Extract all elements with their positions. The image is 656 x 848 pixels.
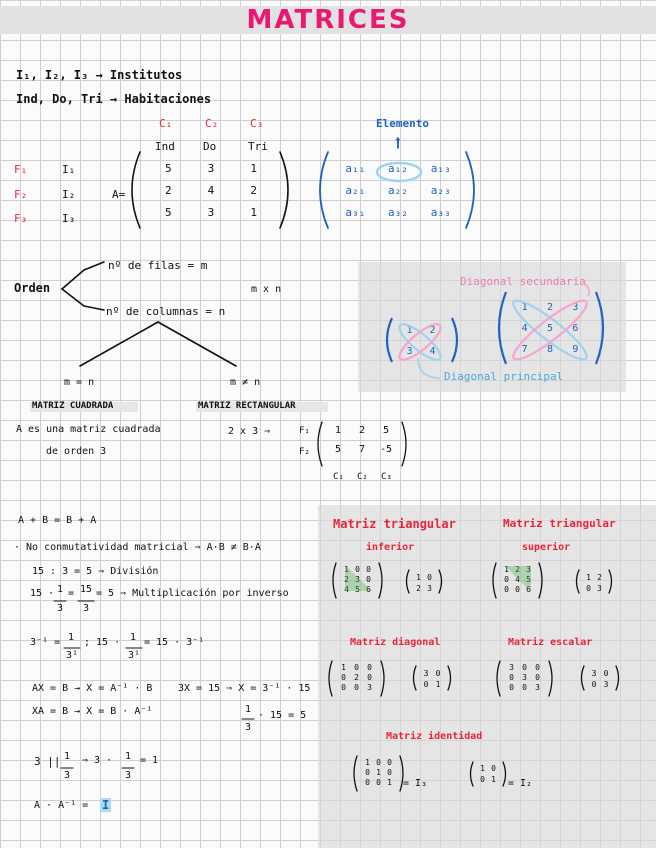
- col-head-3: C₃: [250, 117, 264, 130]
- element-cell: a₁₂: [388, 162, 408, 175]
- type-cell: 3: [597, 584, 602, 593]
- type-cell: 1: [376, 768, 381, 777]
- type-cell: 1: [387, 778, 392, 787]
- matrix-cell: 5: [165, 162, 172, 175]
- ejemplo-cuadrada-1: A es una matriz cuadrada: [16, 424, 161, 435]
- paren: [493, 563, 496, 598]
- type-cell: 1: [435, 680, 441, 689]
- type-cell: 0: [535, 673, 540, 682]
- element-label: Elemento: [376, 117, 429, 130]
- type-cell: 3: [603, 680, 609, 689]
- type-cell: 1: [416, 573, 421, 582]
- type-cell: 1: [480, 764, 485, 773]
- prop-inverso-a: 15 ·: [30, 588, 55, 599]
- type-cell: 4: [515, 575, 520, 584]
- paren: [471, 762, 474, 786]
- prop-identity-i: I: [102, 798, 110, 812]
- prop-ax: AX = B → X = A⁻¹ · B: [32, 683, 153, 694]
- prop-recip-mid: ⇒ 3 ·: [82, 755, 113, 766]
- element-cell: a₁₁: [345, 162, 366, 175]
- type-cell: 0: [354, 683, 359, 692]
- type-cell: 0: [366, 565, 371, 574]
- paren: [609, 570, 612, 593]
- element-cell: a₂₁: [345, 184, 366, 197]
- type-cell: 1: [586, 573, 591, 582]
- rect-cell: 5: [382, 425, 390, 436]
- type-cell: 0: [387, 758, 392, 767]
- type-cell: 0: [522, 663, 527, 672]
- diag2-secundaria-loop: [395, 319, 445, 365]
- prop-inverso-rest: = 5 ⇒ Multiplicación por inverso: [96, 588, 289, 599]
- paren: [577, 570, 580, 593]
- type-cell: 0: [509, 683, 514, 692]
- rect-paren-left: [318, 422, 322, 466]
- type-cell: 0: [365, 768, 370, 777]
- orden-label: Orden: [14, 281, 51, 295]
- type-cell: 5: [526, 575, 531, 584]
- diagonal-secundaria-label: Diagonal secundaria: [460, 275, 586, 288]
- paren: [333, 563, 336, 598]
- paren-right: [280, 152, 288, 228]
- def-institutos: I₁, I₂, I₃ → Institutos: [16, 68, 183, 82]
- prop-frac-den: 3: [245, 722, 252, 733]
- paren: [497, 661, 500, 696]
- element-cell: a₁₃: [430, 162, 451, 175]
- matrix-cell: 3: [207, 206, 215, 219]
- type-cell: 1: [344, 565, 349, 574]
- type-cell: 2: [416, 584, 421, 593]
- tree-right: [158, 322, 236, 366]
- row-head-2: F₂: [14, 188, 28, 201]
- type-cell: 0: [480, 775, 485, 784]
- prop-inverso-num2: 15: [80, 584, 93, 595]
- rect-cell: 5: [334, 444, 342, 455]
- type-cell: 0: [504, 575, 509, 584]
- def-habitaciones: Ind, Do, Tri → Habitaciones: [16, 92, 212, 106]
- ejemplo-cuadrada-2: de orden 3: [46, 446, 107, 457]
- rect-cell: 7: [358, 444, 366, 455]
- tri-sup-highlight: [505, 566, 531, 592]
- prop-pow-den: 3¹: [66, 650, 79, 661]
- prop-pow-a: 3⁻¹ =: [30, 637, 61, 648]
- row-head-3: F₃: [14, 212, 28, 225]
- type-cell: 0: [586, 584, 591, 593]
- type-cell: 0: [515, 585, 520, 594]
- diag3-paren-right: [596, 292, 603, 364]
- prop-recip-den: 3: [64, 770, 71, 781]
- type-cell: 3: [535, 683, 540, 692]
- prop-pow-num2: 1: [130, 632, 137, 643]
- prop-inverso-den: 3: [57, 603, 64, 614]
- diag2-paren-right: [452, 318, 457, 362]
- diag2-cell: 2: [429, 325, 436, 336]
- paren: [448, 666, 451, 690]
- type-cell: 0: [435, 669, 441, 678]
- diag3-principal-loop: [508, 294, 593, 366]
- rect-dim: 2 x 3 ⇒: [228, 426, 271, 437]
- paren: [582, 666, 585, 690]
- type-cell: 0: [367, 673, 372, 682]
- matriz-rectangular-label: MATRIZ RECTANGULAR: [198, 401, 296, 411]
- prop-recip-den2: 3: [125, 770, 132, 781]
- prop-recip-num2: 1: [125, 751, 132, 762]
- tri-sup-title-2: superior: [522, 542, 571, 553]
- col-name-2: Do: [203, 140, 217, 153]
- matrix-cell: 1: [250, 206, 257, 219]
- prop-recip-a: 3 ||: [34, 755, 61, 768]
- diag3-paren-left: [499, 292, 506, 364]
- paren: [400, 756, 403, 791]
- type-cell: 0: [427, 573, 432, 582]
- type-cell: 3: [522, 673, 527, 682]
- prop-identity: A · A⁻¹ =: [34, 800, 89, 811]
- prop-frac-rest: · 15 = 5: [258, 710, 307, 721]
- type-cell: 2: [515, 565, 520, 574]
- matrix-cell: 1: [250, 162, 257, 175]
- diag3-cell: 5: [546, 323, 553, 334]
- type-cell: 3: [591, 669, 597, 678]
- page-title: MATRICES: [246, 5, 410, 35]
- type-cell: 4: [344, 585, 349, 594]
- secundaria-pointer: [583, 283, 589, 296]
- type-cell: 0: [423, 680, 429, 689]
- tri-inf-title-1: Matriz triangular: [333, 517, 456, 531]
- type-cell: 0: [522, 683, 527, 692]
- type-cell: 3: [427, 584, 432, 593]
- paren: [381, 661, 384, 696]
- row-name-2: I₂: [62, 188, 76, 201]
- prop-no-conmutativa: · No conmutatividad matricial ⇒ A·B ≠ B·A: [14, 542, 261, 553]
- element-highlight: [377, 163, 421, 181]
- prop-conmutativa: A + B = B + A: [18, 515, 97, 526]
- type-cell: 1: [341, 663, 346, 672]
- m-neq-n: m ≠ n: [230, 377, 261, 388]
- row-name-3: I₃: [62, 212, 76, 225]
- type-cell: 0: [341, 673, 346, 682]
- matrix-cell: 3: [207, 162, 215, 175]
- orden-filas: nº de filas = m: [108, 259, 208, 272]
- paren: [539, 563, 542, 598]
- type-cell: 1: [504, 565, 509, 574]
- matrix-cell: 5: [165, 206, 172, 219]
- prop-inverso-den2: 3: [83, 603, 90, 614]
- type-cell: 3: [355, 575, 360, 584]
- paren: [616, 666, 619, 690]
- orden-columnas: nº de columnas = n: [106, 305, 226, 318]
- diag3-cell: 3: [572, 302, 579, 313]
- prop-recip-rest: = 1: [140, 755, 159, 766]
- tri-inf-title-2: inferior: [366, 542, 415, 553]
- type-cell: 0: [341, 683, 346, 692]
- rect-cell: -5: [379, 444, 393, 455]
- prop-xa: XA = B → X = B · A⁻¹: [32, 706, 153, 717]
- type-cell: 0: [367, 663, 372, 672]
- element-paren-right: [466, 152, 474, 228]
- type-cell: 0: [354, 663, 359, 672]
- diag3-cell: 6: [572, 323, 579, 334]
- prop-3x: 3X = 15 ⇒ X = 3⁻¹ · 15: [178, 683, 311, 694]
- diag2-cell: 3: [406, 346, 413, 357]
- rect-col-1: C₁: [333, 472, 344, 482]
- matrix-cell: 2: [165, 184, 172, 197]
- diag3-cell: 7: [521, 344, 528, 355]
- row-head-1: F₁: [14, 163, 28, 176]
- diag3-cell: 9: [572, 344, 579, 355]
- arrow-columnas: [84, 306, 104, 310]
- orden-mxn: m x n: [251, 284, 282, 295]
- paren: [439, 570, 442, 593]
- element-arrow: ↑: [394, 134, 402, 149]
- row-name-1: I₁: [62, 163, 76, 176]
- type-cell: 0: [376, 758, 381, 767]
- paren: [329, 661, 332, 696]
- matrix-cell: 2: [250, 184, 257, 197]
- tri-sup-title-1: Matriz triangular: [503, 517, 616, 530]
- element-paren-left: [320, 152, 328, 228]
- type-cell: 2: [597, 573, 602, 582]
- type-cell: 0: [365, 778, 370, 787]
- rect-row-2: F₂: [299, 447, 310, 457]
- prop-recip-num: 1: [64, 751, 71, 762]
- prop-pow-num: 1: [68, 632, 75, 643]
- paren-left: [132, 152, 140, 228]
- type-cell: 1: [365, 758, 370, 767]
- type-cell: 0: [387, 768, 392, 777]
- tree-left: [80, 322, 158, 366]
- type-cell: 0: [535, 663, 540, 672]
- col-head-1: C₁: [159, 117, 173, 130]
- diag3-cell: 4: [521, 323, 528, 334]
- matrix-cell: 4: [207, 184, 215, 197]
- type-cell: 5: [355, 585, 360, 594]
- prop-division: 15 : 3 = 5 ⇒ División: [32, 566, 159, 577]
- diag3-cell: 8: [546, 344, 553, 355]
- type-cell: 3: [423, 669, 429, 678]
- col-name-1: Ind: [155, 140, 175, 153]
- col-name-3: Tri: [248, 140, 268, 153]
- diag2-paren-left: [387, 318, 392, 362]
- type-cell: 0: [376, 778, 381, 787]
- paren: [503, 762, 506, 786]
- prop-pow-den2: 3¹: [128, 650, 141, 661]
- id2-label: = I₂: [508, 778, 533, 789]
- type-cell: 0: [355, 565, 360, 574]
- diagonal-principal-label: Diagonal principal: [444, 370, 564, 383]
- paren: [379, 563, 382, 598]
- prop-pow-mid: ; 15 ·: [84, 637, 121, 648]
- type-cell: 0: [591, 680, 597, 689]
- diag3-cell: 2: [546, 302, 553, 313]
- type-cell: 0: [603, 669, 609, 678]
- type-cell: 1: [491, 775, 496, 784]
- type-cell: 6: [526, 585, 531, 594]
- id3-label: = I₃: [403, 778, 428, 789]
- matrix-a-label: A=: [112, 188, 126, 201]
- element-cell: a₂₃: [430, 184, 451, 197]
- type-cell: 2: [344, 575, 349, 584]
- rect-paren-right: [402, 422, 406, 466]
- rect-row-1: F₁: [299, 426, 310, 436]
- type-cell: 3: [367, 683, 372, 692]
- diagonal-title: Matriz diagonal: [350, 637, 441, 648]
- element-cell: a₃₁: [345, 206, 366, 219]
- rect-col-2: C₂: [357, 472, 368, 482]
- escalar-title: Matriz escalar: [508, 637, 593, 648]
- type-cell: 0: [366, 575, 371, 584]
- type-cell: 3: [526, 565, 531, 574]
- paren: [549, 661, 552, 696]
- diag2-cell: 1: [406, 325, 413, 336]
- tri-inf-highlight: [345, 565, 372, 591]
- type-cell: 0: [491, 764, 496, 773]
- prop-pow-rest: = 15 · 3⁻¹: [144, 637, 205, 648]
- diag2-cell: 4: [429, 346, 436, 357]
- diag2-principal-loop: [395, 319, 445, 365]
- identidad-title: Matriz identidad: [386, 731, 483, 742]
- paren: [354, 756, 357, 791]
- paren: [407, 570, 410, 593]
- diag3-cell: 1: [521, 302, 528, 313]
- rect-cell: 1: [334, 425, 342, 436]
- rect-cell: 2: [358, 425, 366, 436]
- rect-col-3: C₃: [381, 472, 392, 482]
- type-cell: 2: [354, 673, 359, 682]
- arrow-filas: [84, 262, 104, 270]
- element-cell: a₃₂: [388, 206, 408, 219]
- principal-pointer: [418, 358, 440, 378]
- element-cell: a₃₃: [430, 206, 451, 219]
- prop-frac-num: 1: [245, 704, 252, 715]
- m-eq-n: m = n: [64, 377, 95, 388]
- type-cell: 6: [366, 585, 371, 594]
- type-cell: 0: [504, 585, 509, 594]
- prop-inverso-eq: =: [68, 588, 75, 599]
- paren: [414, 666, 417, 690]
- matriz-cuadrada-label: MATRIZ CUADRADA: [32, 401, 114, 411]
- type-cell: 3: [509, 663, 514, 672]
- prop-inverso-num: 1: [57, 584, 64, 595]
- orden-chevron: [62, 270, 84, 306]
- diag3-secundaria-loop: [508, 294, 593, 366]
- col-head-2: C₂: [205, 117, 219, 130]
- type-cell: 0: [509, 673, 514, 682]
- element-cell: a₂₂: [388, 184, 408, 197]
